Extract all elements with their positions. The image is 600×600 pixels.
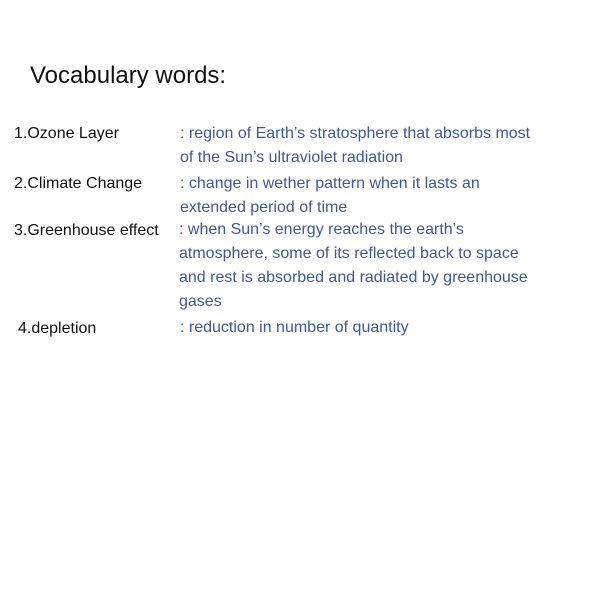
definition-line: gases <box>179 293 222 310</box>
page-title: Vocabulary words: <box>30 62 227 89</box>
definition-line: : region of Earth’s stratosphere that absorbs most <box>180 125 531 142</box>
definition-line: extended period of time <box>180 199 348 216</box>
definition-climate-change <box>180 172 480 220</box>
definition-line: : change in wether pattern when it lasts an <box>180 175 480 192</box>
term-greenhouse-effect: 3.Greenhouse effect <box>14 222 159 239</box>
term-depletion: 4.depletion <box>18 320 97 337</box>
definition-greenhouse-effect <box>179 218 528 314</box>
definition-ozone-layer <box>180 122 530 170</box>
definition-line: : when Sun’s energy reaches the earth’s <box>179 221 464 238</box>
definition-depletion <box>180 316 409 340</box>
definition-line: and rest is absorbed and radiated by greenhouse <box>179 269 528 286</box>
term-ozone-layer: 1.Ozone Layer <box>14 125 119 142</box>
definition-line: atmosphere, some of its reflected back to space <box>179 245 519 262</box>
definition-line: of the Sun’s ultraviolet radiation <box>180 149 403 166</box>
definition-line: : reduction in number of quantity <box>180 319 409 336</box>
term-climate-change: 2.Climate Change <box>14 175 143 192</box>
